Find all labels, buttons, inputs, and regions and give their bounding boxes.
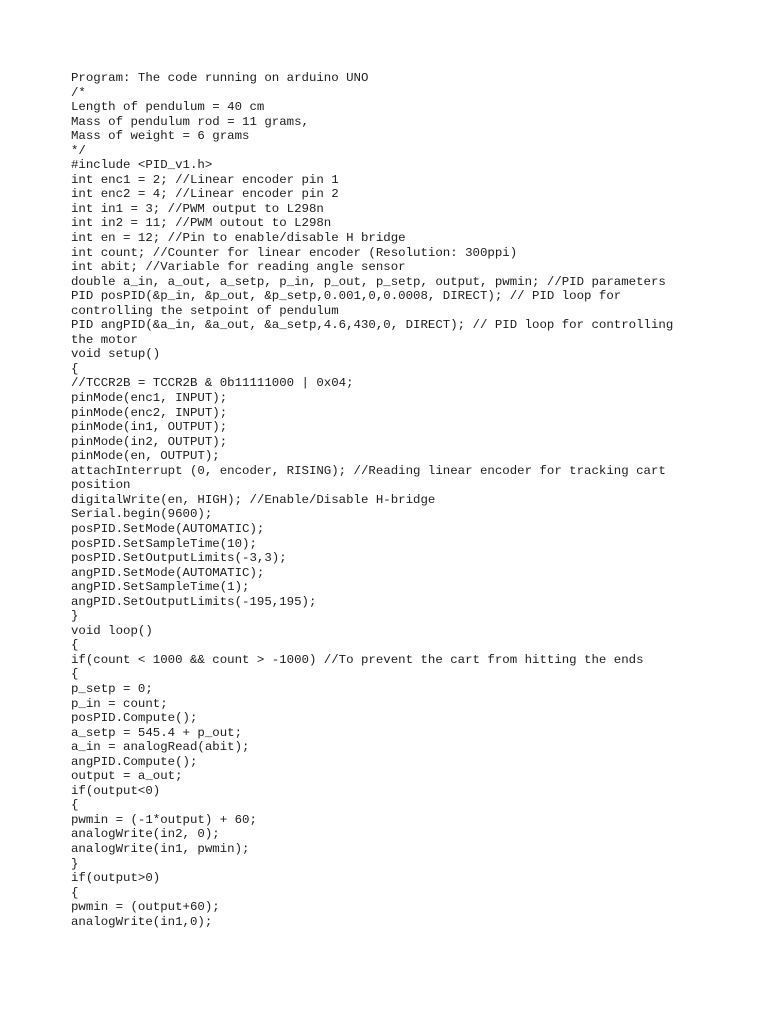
code-line: } bbox=[71, 856, 79, 871]
code-line: pinMode(en, OUTPUT); bbox=[71, 449, 220, 464]
code-line: posPID.SetSampleTime(10); bbox=[71, 536, 257, 551]
code-line: angPID.Compute(); bbox=[71, 754, 198, 769]
code-line: angPID.SetMode(AUTOMATIC); bbox=[71, 565, 265, 580]
code-line: */ bbox=[71, 143, 86, 158]
code-line: int abit; //Variable for reading angle sensor bbox=[71, 260, 406, 275]
code-line: int in1 = 3; //PWM output to L298n bbox=[71, 201, 324, 216]
code-line: angPID.SetSampleTime(1); bbox=[71, 580, 250, 595]
code-line: Mass of weight = 6 grams bbox=[71, 129, 250, 144]
code-line: posPID.Compute(); bbox=[71, 711, 198, 726]
code-line: { bbox=[71, 638, 79, 653]
code-line: controlling the setpoint of pendulum bbox=[71, 303, 339, 318]
code-line: PID angPID(&a_in, &a_out, &a_setp,4.6,430,0, DIRECT); // PID loop for controlling bbox=[71, 318, 674, 333]
code-line: pinMode(enc2, INPUT); bbox=[71, 405, 228, 420]
code-line: int enc2 = 4; //Linear encoder pin 2 bbox=[71, 187, 339, 202]
code-line: analogWrite(in2, 0); bbox=[71, 827, 220, 842]
code-line: int in2 = 11; //PWM outout to L298n bbox=[71, 216, 332, 231]
code-line: pwmin = (output+60); bbox=[71, 900, 220, 915]
code-line: analogWrite(in1,0); bbox=[71, 914, 213, 929]
code-line: position bbox=[71, 478, 131, 493]
code-line: int en = 12; //Pin to enable/disable H bridge bbox=[71, 231, 406, 246]
code-line: pwmin = (-1*output) + 60; bbox=[71, 812, 257, 827]
code-line: posPID.SetMode(AUTOMATIC); bbox=[71, 521, 265, 536]
code-line: p_in = count; bbox=[71, 696, 168, 711]
code-line: /* bbox=[71, 85, 86, 100]
code-line: a_in = analogRead(abit); bbox=[71, 740, 250, 755]
code-line: //TCCR2B = TCCR2B & 0b11111000 | 0x04; bbox=[71, 376, 354, 391]
code-line: digitalWrite(en, HIGH); //Enable/Disable H-bridge bbox=[71, 492, 436, 507]
code-line: { bbox=[71, 361, 79, 376]
code-line: void setup() bbox=[71, 347, 161, 362]
code-line: posPID.SetOutputLimits(-3,3); bbox=[71, 551, 287, 566]
code-line: if(output<0) bbox=[71, 783, 161, 798]
code-line: attachInterrupt (0, encoder, RISING); //Reading linear encoder for tracking cart bbox=[71, 463, 666, 478]
code-line: pinMode(enc1, INPUT); bbox=[71, 391, 228, 406]
code-line: } bbox=[71, 609, 79, 624]
code-line: { bbox=[71, 885, 79, 900]
code-line: void loop() bbox=[71, 623, 153, 638]
code-line: double a_in, a_out, a_setp, p_in, p_out, p_setp, output, pwmin; //PID parameters bbox=[71, 274, 666, 289]
code-line: { bbox=[71, 798, 79, 813]
code-line: int count; //Counter for linear encoder (Resolution: 300ppi) bbox=[71, 245, 518, 260]
code-line: Serial.begin(9600); bbox=[71, 507, 213, 522]
code-line: pinMode(in1, OUTPUT); bbox=[71, 420, 228, 435]
code-listing bbox=[71, 71, 731, 929]
code-line: a_setp = 545.4 + p_out; bbox=[71, 725, 243, 740]
code-line: Mass of pendulum rod = 11 grams, bbox=[71, 114, 309, 129]
code-line: Program: The code running on arduino UNO bbox=[71, 71, 369, 85]
code-line: pinMode(in2, OUTPUT); bbox=[71, 434, 228, 449]
code-line: int enc1 = 2; //Linear encoder pin 1 bbox=[71, 172, 339, 187]
code-line: output = a_out; bbox=[71, 769, 183, 784]
code-line: the motor bbox=[71, 332, 138, 347]
code-line: if(output>0) bbox=[71, 871, 161, 886]
code-line: #include <PID_v1.h> bbox=[71, 158, 213, 173]
code-line: Length of pendulum = 40 cm bbox=[71, 100, 265, 115]
code-line: { bbox=[71, 667, 79, 682]
code-line: angPID.SetOutputLimits(-195,195); bbox=[71, 594, 317, 609]
code-line: analogWrite(in1, pwmin); bbox=[71, 841, 250, 856]
code-line: if(count < 1000 && count > -1000) //To prevent the cart from hitting the ends bbox=[71, 652, 644, 667]
code-line: p_setp = 0; bbox=[71, 681, 153, 696]
code-line: PID posPID(&p_in, &p_out, &p_setp,0.001,0,0.0008, DIRECT); // PID loop for bbox=[71, 289, 622, 304]
